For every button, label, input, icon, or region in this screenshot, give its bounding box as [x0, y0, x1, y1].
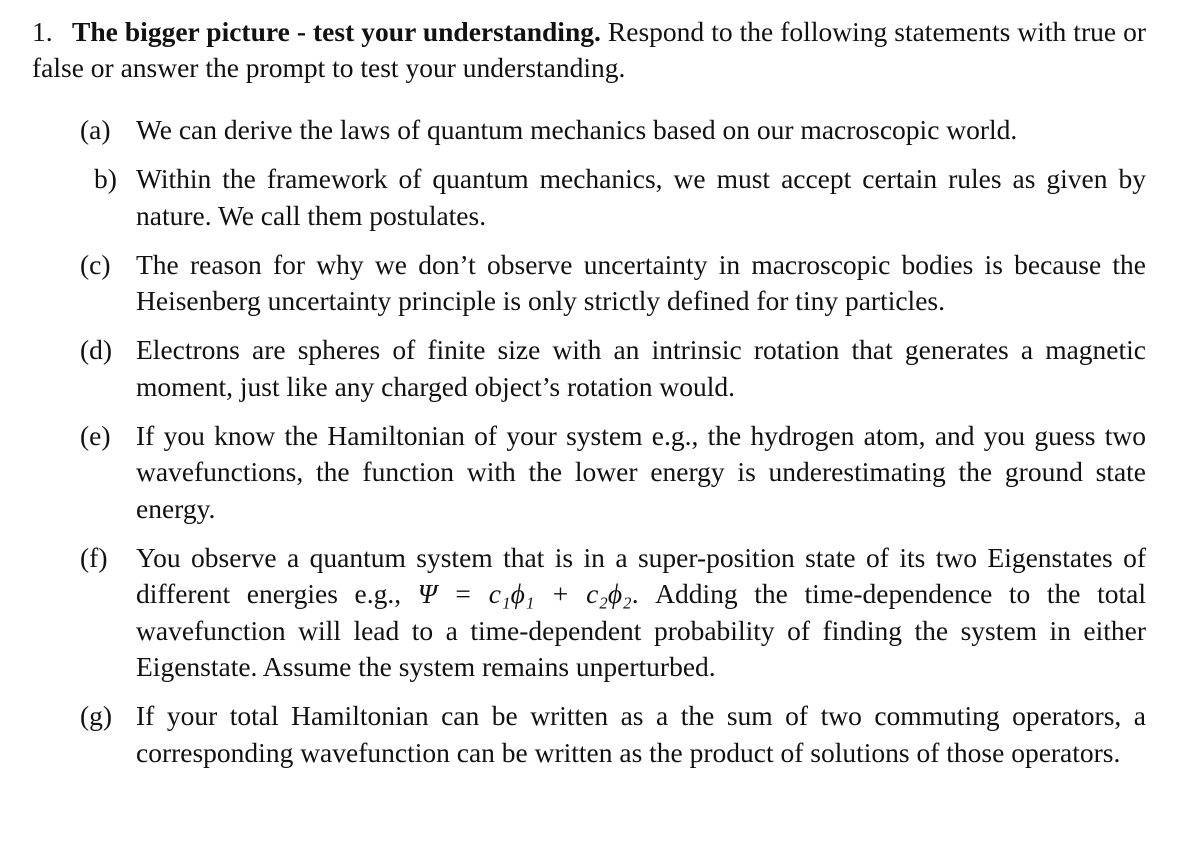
problem-title: The bigger picture - test your understanding. [72, 16, 601, 47]
statement-text: The reason for why we don’t observe uncertainty in macroscopic bodies is because the Heisenberg uncertainty principle is only strictly defined for tiny particles. [136, 248, 1146, 316]
statement-label: (c) [80, 248, 111, 280]
problem-number: 1. [32, 16, 53, 47]
problem-intro: Respond to the following statements with true or false or answer the prompt to test your understanding. [32, 16, 1147, 83]
statement-text: If you know the Hamiltonian of your system e.g., the hydrogen atom, and you guess two wavefunctions, the function with the lower energy is underestimating the ground state energy. [136, 419, 1146, 524]
statement-label: (f) [80, 541, 108, 573]
wavefunction-equation: Ψ = c₁ϕ₁ + c₂ϕ₂ [417, 578, 632, 609]
statement-label: (e) [80, 419, 111, 451]
statement-text-part: You observe a quantum system that is in a super-position state of its two Eigenstates of different energies e.g., [136, 541, 1146, 609]
statement-text-part: . Adding the time-dependence to the total wavefunction will lead to a time-dependent probability of finding the system in either Eigenstate. Assume the system remains unperturbed. [136, 578, 1146, 682]
statement-e [80, 418, 1146, 528]
statement-text: Within the framework of quantum mechanics, we must accept certain rules as given by nature. We call them postulates. [136, 163, 1146, 231]
statement-label: (a) [80, 114, 111, 145]
statement-c [80, 247, 1146, 320]
statement-text: Electrons are spheres of finite size with an intrinsic rotation that generates a magnetic moment, just like any charged object’s rotation would. [136, 334, 1146, 402]
statement-label: (g) [80, 700, 113, 731]
statement-f [80, 540, 1146, 686]
statement-label: b) [94, 163, 117, 194]
statement-text: If your total Hamiltonian can be written as a the sum of two commuting operators, a corresponding wavefunction can be written as the product of solutions of those operators. [136, 700, 1146, 768]
statement-g [80, 698, 1146, 771]
statement-d [80, 332, 1146, 405]
statement-b [80, 161, 1146, 234]
problem-header [32, 14, 1146, 86]
statement-list [80, 112, 1146, 784]
statement-a [80, 112, 1146, 149]
statement-text: We can derive the laws of quantum mechanics based on our macroscopic world. [136, 114, 1018, 145]
statement-text [136, 540, 1146, 686]
problem-1 [32, 14, 1146, 86]
statement-label: (d) [80, 334, 113, 365]
